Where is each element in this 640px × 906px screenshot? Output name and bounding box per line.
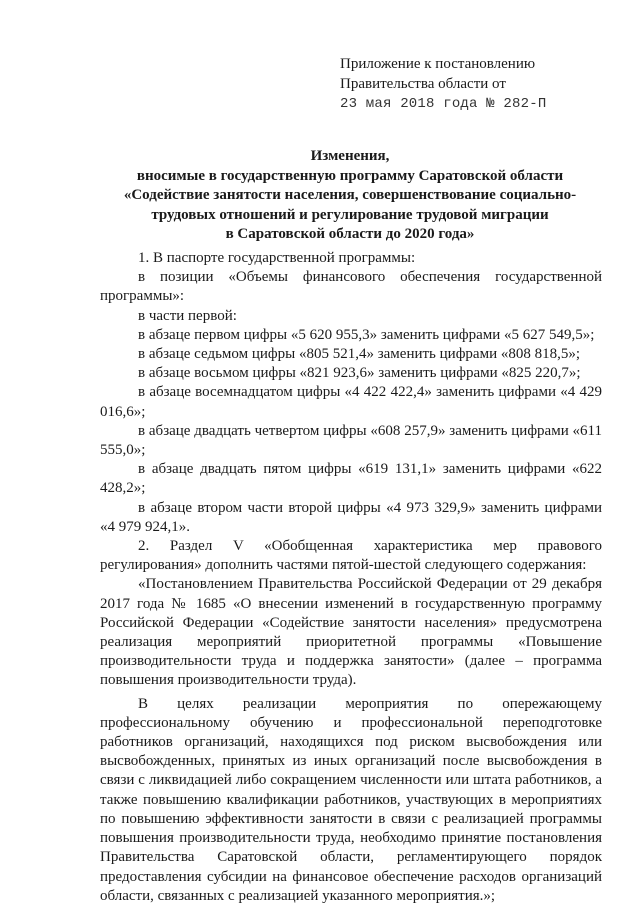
title-line-4: в Саратовской области до 2020 года» (225, 226, 475, 242)
document-body (100, 249, 602, 906)
title-line-3: «Содействие занятости населения, совершенствование социально-трудовых отношений и регулирование трудовой миграции (123, 187, 577, 223)
paragraph: в части первой: (138, 307, 237, 324)
paragraph: 2. Раздел V «Обобщенная характеристика мер правового регулирования» дополнить частями пятой-шестой следующего содержания: (100, 538, 602, 574)
appendix-line-1: Приложение к постановлению (340, 56, 536, 72)
paragraph: в абзаце втором части второй цифры «4 973 329,9» заменить цифрами «4 979 924,1». (100, 499, 602, 535)
paragraph: в абзаце двадцать пятом цифры «619 131,1» заменить цифрами «622 428,2»; (100, 461, 602, 497)
title-line-1: Изменения, (310, 148, 390, 164)
appendix-line-2: Правительства области от (340, 76, 506, 92)
paragraph: В целях реализации мероприятия по опережающему профессиональному обучению и профессиональной переподготовке работников организаций, находящихся под риском высвобождения или высвобожденных, принятых из иных организаций после высвобождения в связи с ликвидацией либо сокращением численности или штата работников, а также повышению квалификации работников, участвующих в мероприятиях по повышению эффективности занятости в связи с реализацией программы повышения производительности труда, необходимо принятие постановления Правительства Саратовской области, регламентирующего порядок предоставления субсидии на финансовое обеспечение расходов организаций области, связанных с реализацией указанного мероприятия.»; (100, 695, 602, 904)
paragraph: в абзаце первом цифры «5 620 955,3» заменить цифрами «5 627 549,5»; (138, 326, 595, 343)
paragraph: в абзаце восемнадцатом цифры «4 422 422,4» заменить цифрами «4 429 016,6»; (100, 384, 602, 420)
paragraph: «Постановлением Правительства Российской Федерации от 29 декабря 2017 года № 1685 «О внесении изменений в государственную программу Российской Федерации «Содействие занятости населения» предусмотрена реализация мероприятий приоритетной программы «Повышение производительности труда и поддержка занятости» (далее – программа повышения производительности труда). (100, 576, 602, 689)
paragraph: в абзаце восьмом цифры «821 923,6» заменить цифрами «825 220,7»; (138, 365, 581, 382)
paragraph: в абзаце двадцать четвертом цифры «608 257,9» заменить цифрами «611 555,0»; (100, 422, 602, 459)
paragraph: в позиции «Объемы финансового обеспечения государственной программы»: (100, 269, 602, 305)
paragraph: 1. В паспорте государственной программы: (138, 250, 416, 266)
paragraph: в абзаце седьмом цифры «805 521,4» заменить цифрами «808 818,5»; (138, 346, 581, 363)
document-title (96, 147, 604, 245)
title-line-2: вносимые в государственную программу Саратовской области (136, 167, 564, 184)
appendix-header (340, 54, 620, 114)
appendix-date-number: 23 мая 2018 года № 282-П (340, 96, 547, 112)
